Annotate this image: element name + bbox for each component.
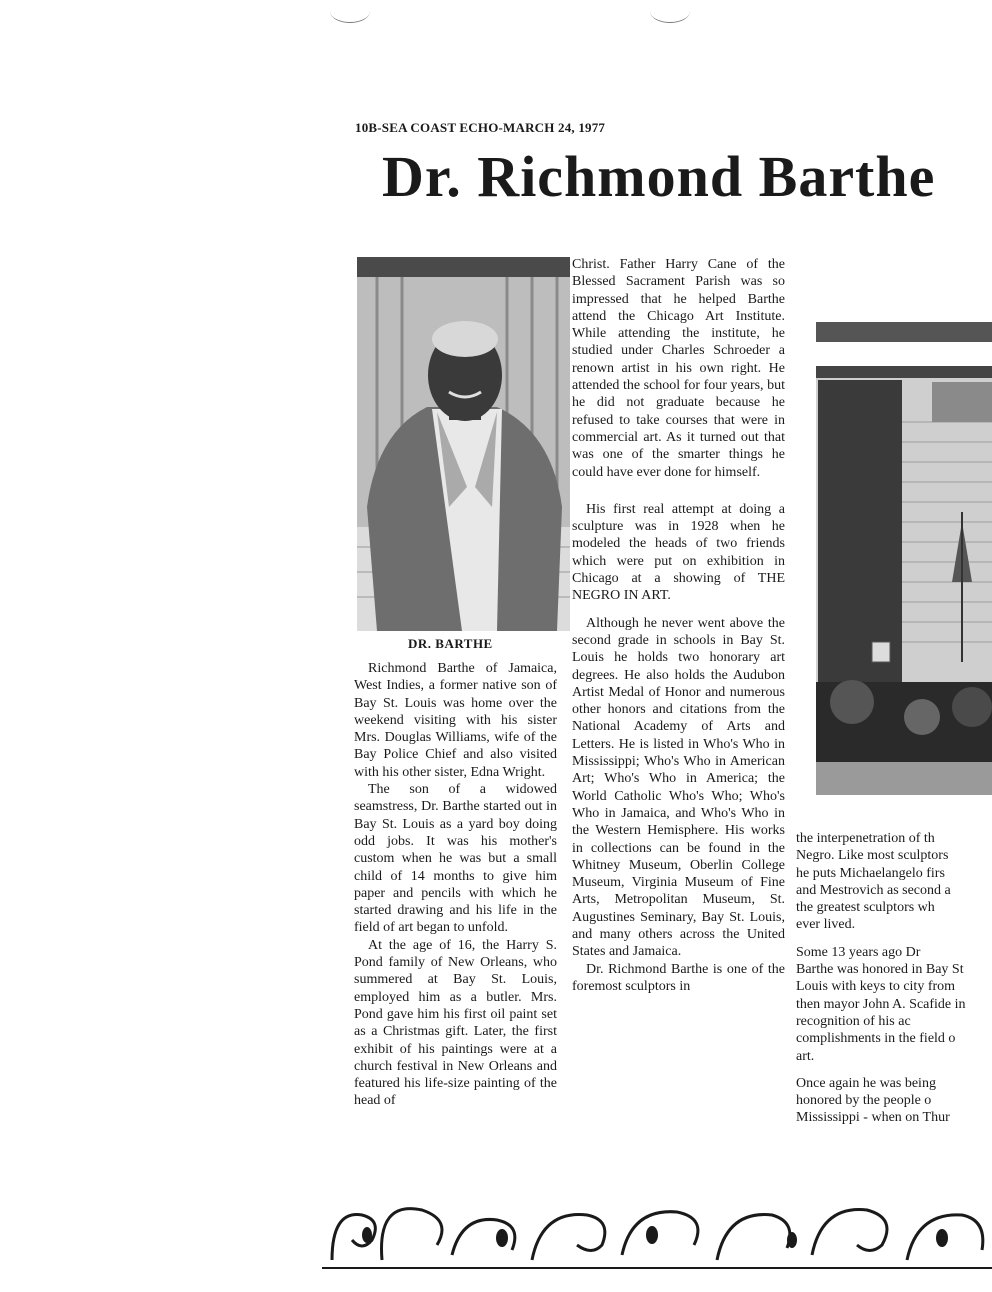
paragraph: The son of a widowed seamstress, Dr. Barthe started out in Bay St. Louis as a yard boy doing odd jobs. It was his mother's custom when he was but a small child of 14 months to give him paper and pencils with which he started drawing and his life in the field of art began to unfold. (354, 782, 557, 936)
article-column-2 (572, 256, 785, 995)
house-photo (812, 322, 992, 795)
text-line: honored by the people o (796, 1093, 932, 1109)
paragraph: Although he never went above the second grade in schools in Bay St. Louis he holds two honorary art degrees. He also holds the Audubon Artist Medal of Honor and numerous other honors and citations from the National Academy of Arts and Letters. He is listed in Who's Who in Mississippi; Who's Who in American Art; Who's Who in America; the World Catholic Who's Who; Who's Who in Jamaica, and Who's Who in the Western Hemisphere. His works in collections can be found in the Whitney Museum, Oberlin College Museum, Virginia Museum of Fine Arts, Metropolitan Museum, St. Augustines Seminary, Bay St. Louis, and many others across the United States and Jamaica. (572, 615, 785, 960)
text-line: Barthe was honored in Bay St (796, 962, 964, 978)
text-line: Some 13 years ago Dr (796, 944, 921, 960)
text-line: Mississippi - when on Thur (796, 1110, 950, 1126)
text-line: the interpenetration of th (796, 831, 935, 846)
staple-mark-left (330, 0, 370, 23)
text-line: then mayor John A. Scafide in (796, 996, 966, 1012)
text-line: the greatest sculptors wh (796, 900, 935, 916)
ornamental-border-icon (322, 1190, 992, 1270)
text-line: Louis with keys to city from (796, 979, 956, 995)
article-column-3 (796, 830, 992, 1127)
text-line: and Mestrovich as second a (796, 882, 951, 898)
paragraph: At the age of 16, the Harry S. Pond family of New Orleans, who summered at Bay St. Louis, employed him as a butler. Mrs. Pond gave him his first oil paint set as a Christmas gift. Later, the first exhibit of his paintings were at a church festival in New Orleans and featured his life-size painting of the head of (354, 937, 557, 1109)
text-line: Negro. Like most sculptors (796, 848, 949, 864)
text-line: art. (796, 1048, 815, 1064)
text-line: he puts Michaelangelo firs (796, 865, 945, 881)
article-column-1 (354, 660, 557, 1110)
man-portrait-icon (357, 257, 570, 631)
paragraph: Christ. Father Harry Cane of the Blessed Sacrament Parish was so impressed that he helped Barthe attend the Chicago Art Institute. While attending the institute, he studied under Charles Schroeder a renown artist in his own right. He attended the school for four years, but he did not graduate because he refused to take courses that were in commercial art. As it turned out that was one of the smarter things he could have ever done for himself. (572, 257, 785, 480)
paragraph: Dr. Richmond Barthe is one of the foremost sculptors in (572, 961, 785, 994)
text-line: recognition of his ac (796, 1013, 911, 1029)
text-line: ever lived. (796, 917, 856, 933)
house-garden-icon (812, 322, 992, 795)
headline: Dr. Richmond Barthe (382, 144, 936, 209)
text-line: complishments in the field o (796, 1031, 956, 1047)
paragraph: His first real attempt at doing a sculpture was in 1928 when he modeled the heads of two friends which were put on exhibition in Chicago at a showing of THE NEGRO IN ART. (572, 501, 785, 604)
text-line: Once again he was being (796, 1075, 936, 1091)
staple-mark-right (650, 0, 690, 23)
portrait-photo (357, 257, 570, 631)
dateline: 10B-SEA COAST ECHO-MARCH 24, 1977 (355, 120, 606, 135)
paragraph: Richmond Barthe of Jamaica, West Indies, a former native son of Bay St. Louis was home over the weekend visiting with his sister Mrs. Douglas Williams, wife of the Bay Police Chief and also visited with his other sister, Edna Wright. (354, 661, 557, 780)
photo-caption: DR. BARTHE (408, 636, 493, 651)
